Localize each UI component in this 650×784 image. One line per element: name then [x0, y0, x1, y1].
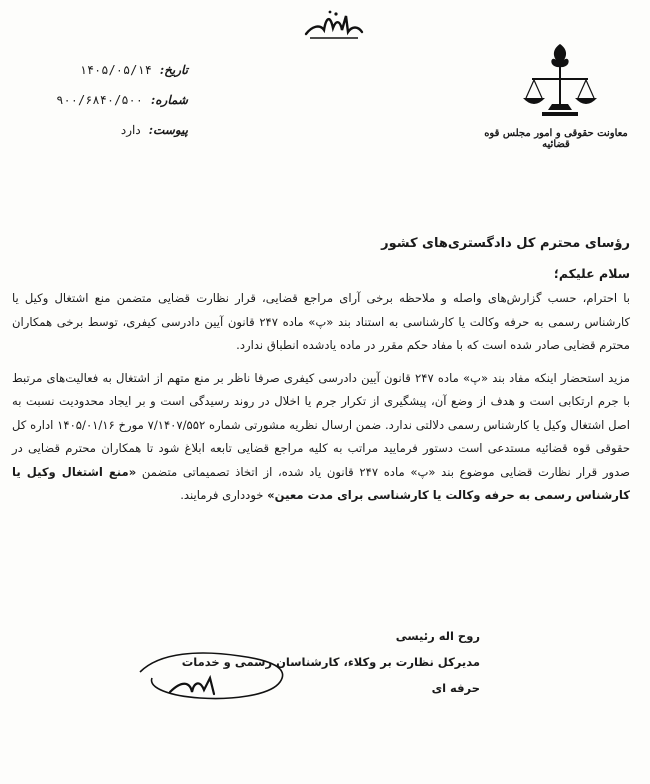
attachment-value: دارد [120, 123, 141, 137]
attachment-row [18, 115, 188, 145]
date-value: ۱۴۰۵/۰۵/۱۴ [79, 63, 152, 77]
greeting: سلام علیکم؛ [553, 265, 630, 281]
department-name: معاونت حقوقی و امور مجلس قوه قضائیه [484, 128, 628, 150]
date-row [18, 55, 188, 85]
bismillah-calligraphy [300, 8, 370, 42]
judiciary-scales-emblem [520, 40, 600, 130]
paragraph-2-emphasis: «منع اشتغال وکیل یا کارشناس رسمی به حرفه وکالت یا کارشناسی برای مدت معین» [12, 464, 630, 502]
paragraph-2-text: مزید استحضار اینکه مفاد بند «پ» ماده ۲۴۷ قانون آیین دادرسی کیفری صرفا ناظر بر منع متهم از اشتغال به فعالیت‌های مرتبط با جرم ارتکابی است و هدف از وضع آن، پیشگیری از تکرار جرم یا اخلال در روند رسیدگی است و بر ایجاد محدودیت نسبت به اصل اشتغال وکیل یا کارشناس رسمی دلالتی ندارد. ضمن ارسال نظریه مشورتی شماره ۷/۱۴۰۷/۵۵۲ مورخ ۱۴۰۵/۰۱/۱۶ اداره کل حقوقی قوه قضائیه مستدعی است دستور فرمایید مراتب به کلیه مراجع قضایی تابعه ابلاغ شود تا همکاران محترم قضایی در صدور قرار نظارت قضایی موضوع بند «پ» ماده ۲۴۷ قانون یاد شده، از اتخاذ تصمیماتی متضمن [12, 370, 631, 479]
letter-body [12, 232, 630, 517]
recipient: رؤسای محترم کل دادگستری‌های کشور [381, 236, 630, 251]
paragraph-2 [12, 367, 630, 508]
number-row [18, 85, 188, 115]
letter-metadata [18, 55, 188, 145]
signatory-title: مدیرکل نظارت بر وکلاء، کارشناسان رسمی و خدمات حرفه ای [181, 655, 480, 695]
number-label: شماره: [150, 93, 188, 107]
attachment-label: پیوست: [148, 123, 188, 137]
signatory-name: روح اله رئیسی [395, 629, 480, 643]
handwritten-signature [130, 642, 300, 712]
paragraph-1: با احترام، حسب گزارش‌های واصله و ملاحظه برخی آرای مراجع قضایی، قرار نظارت قضایی متضمن منع اشتغال وکیل یا کارشناس رسمی به حرفه وکالت یا کارشناسی به استناد بند «پ» ماده ۲۴۷ قانون آیین دادرسی کیفری، توسط برخی همکاران محترم قضایی صادر شده است که با مفاد حکم مقرر در ماده یادشده انطباق ندارد. [12, 291, 631, 352]
number-value: ۹۰۰/۶۸۴۰/۵۰۰ [56, 93, 143, 107]
date-label: تاریخ: [159, 63, 188, 77]
paragraph-2-ending: خودداری فرمایند. [180, 488, 264, 502]
